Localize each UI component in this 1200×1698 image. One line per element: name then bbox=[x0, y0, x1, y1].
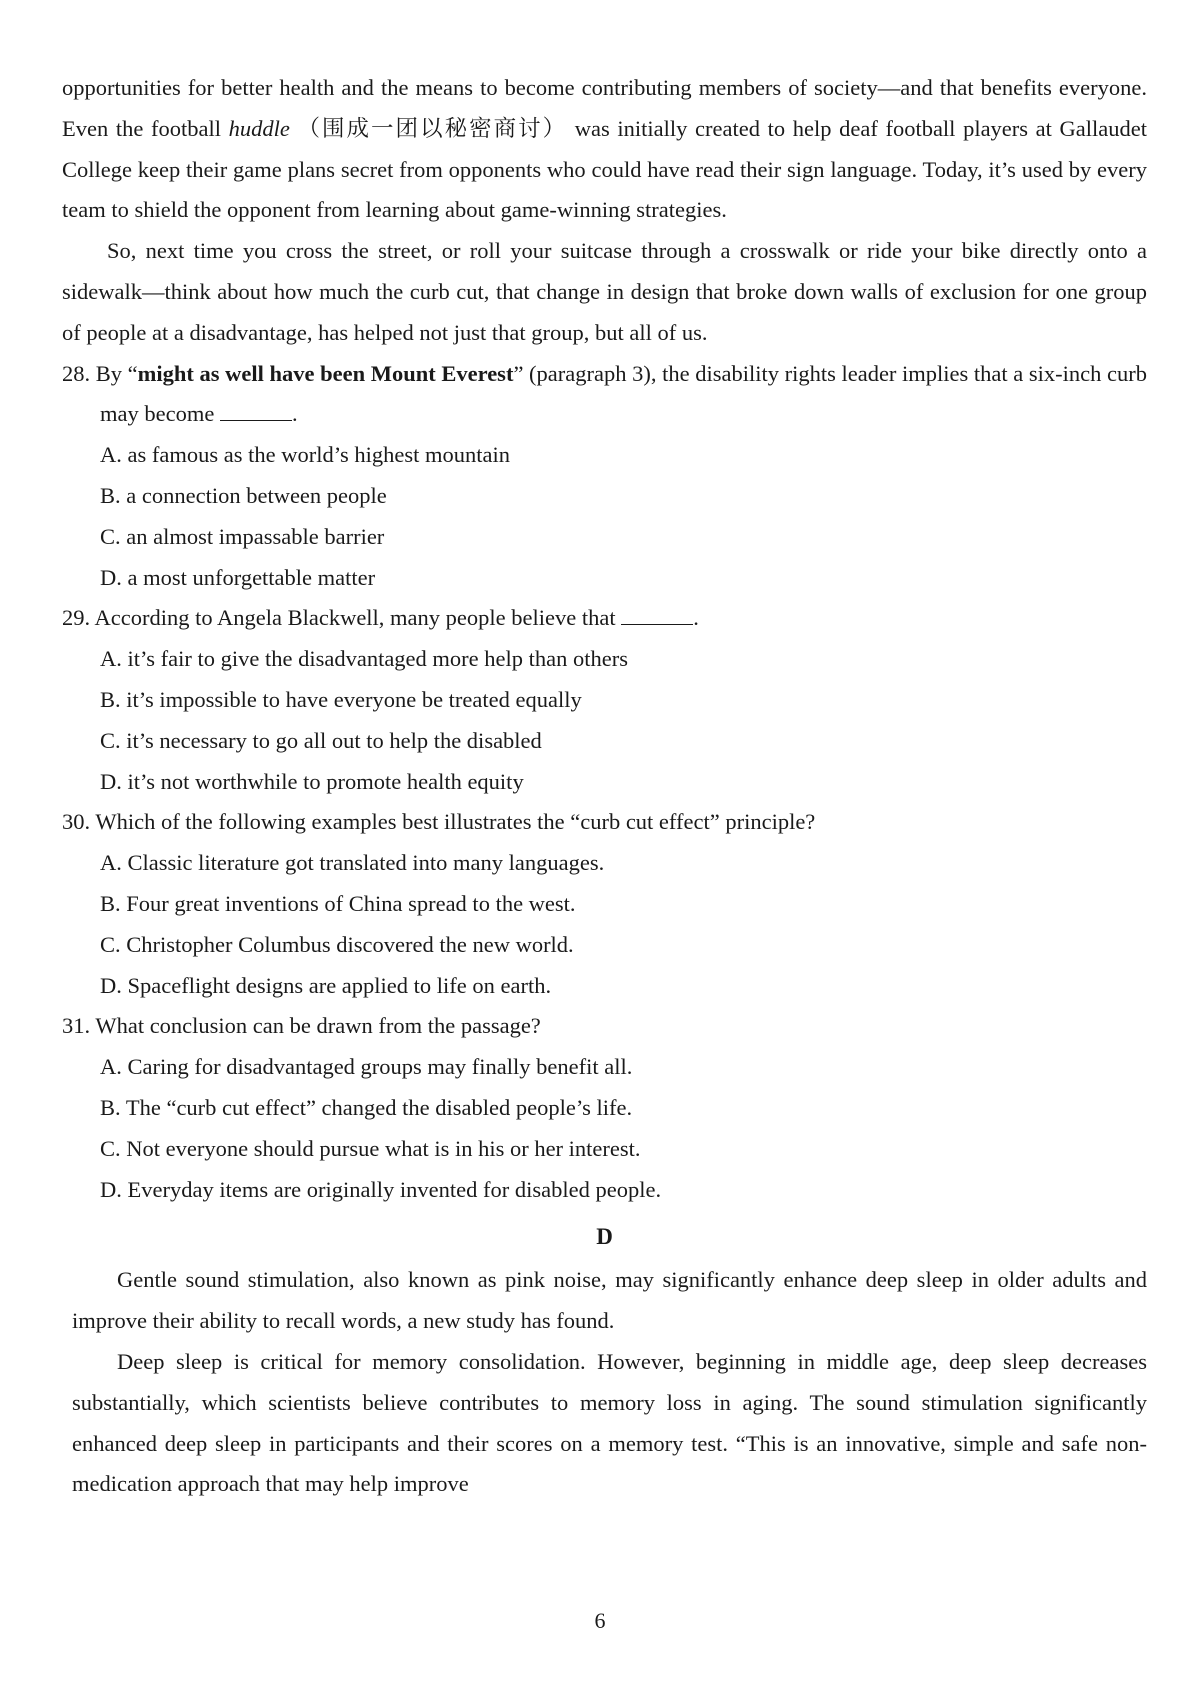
question-number: 28. bbox=[62, 360, 91, 386]
answer-blank bbox=[621, 606, 693, 625]
answer-blank bbox=[220, 402, 292, 421]
passage-paragraph: Gentle sound stimulation, also known as pink noise, may significantly enhance deep sleep in older adults and improve their ability to recall words, a new study has found. bbox=[72, 1267, 1147, 1334]
chinese-gloss: （围成一团以秘密商讨） bbox=[297, 115, 568, 141]
question-stem bbox=[62, 598, 1147, 639]
passage-d bbox=[72, 1260, 1147, 1505]
question-29 bbox=[62, 598, 1147, 802]
stem-end: . bbox=[693, 605, 699, 631]
option-c: C. Christopher Columbus discovered the new world. bbox=[100, 931, 574, 957]
option-a: A. Classic literature got translated into many languages. bbox=[100, 850, 605, 876]
option-d: D. a most unforgettable matter bbox=[100, 564, 376, 590]
option-d: D. Everyday items are originally invented for disabled people. bbox=[100, 1176, 662, 1202]
paragraph-text: opportunities for better health and the means to become contributing members of society—and that benefits everyone. Even the football bbox=[62, 75, 1147, 141]
question-stem bbox=[62, 354, 1147, 436]
question-30 bbox=[62, 802, 1147, 1006]
passage-paragraph: Deep sleep is critical for memory consolidation. However, beginning in middle age, deep sleep decreases substantially, which scientists believe contributes to memory loss in aging. The sound stimulation significantly enhanced deep sleep in participants and their scores on a memory test. “This is an innovative, simple and safe non-medication approach that may help improve bbox=[72, 1348, 1147, 1497]
stem-text: According to Angela Blackwell, many people believe that bbox=[94, 605, 616, 631]
page-number: 6 bbox=[594, 1608, 606, 1633]
paragraph-text: was initially created to help deaf football players at Gallaudet College keep their game plans secret from opponents who could have read their sign language. Today, it’s used by every team to shield the opponent from learning about game-winning strategies. bbox=[62, 115, 1148, 223]
question-28 bbox=[62, 354, 1147, 599]
option-d: D. Spaceflight designs are applied to life on earth. bbox=[100, 972, 552, 998]
stem-text: Which of the following examples best illustrates the “curb cut effect” principle? bbox=[95, 809, 816, 835]
option-c: C. Not everyone should pursue what is in his or her interest. bbox=[100, 1135, 641, 1161]
stem-text: What conclusion can be drawn from the passage? bbox=[95, 1013, 541, 1039]
option-d: D. it’s not worthwhile to promote health equity bbox=[100, 768, 524, 794]
option-a: A. as famous as the world’s highest mountain bbox=[100, 442, 510, 468]
question-31 bbox=[62, 1006, 1147, 1210]
question-stem bbox=[62, 1006, 1147, 1047]
question-number: 31. bbox=[62, 1013, 91, 1039]
option-b: B. a connection between people bbox=[100, 482, 387, 508]
paragraph-continued bbox=[62, 68, 1147, 231]
stem-end: . bbox=[291, 401, 298, 427]
option-c: C. it’s necessary to go all out to help the disabled bbox=[100, 727, 542, 753]
stem-text: By “ bbox=[95, 360, 138, 386]
quoted-phrase: might as well have been Mount Everest bbox=[137, 360, 514, 386]
option-b: B. The “curb cut effect” changed the disabled people’s life. bbox=[100, 1094, 633, 1120]
page-content bbox=[62, 68, 1147, 1505]
question-stem bbox=[62, 802, 1147, 843]
option-a: A. it’s fair to give the disadvantaged more help than others bbox=[100, 646, 628, 672]
option-b: B. it’s impossible to have everyone be treated equally bbox=[100, 686, 582, 712]
italic-term: huddle bbox=[228, 115, 290, 141]
option-b: B. Four great inventions of China spread to the west. bbox=[100, 890, 576, 916]
option-c: C. an almost impassable barrier bbox=[100, 523, 385, 549]
question-number: 29. bbox=[62, 605, 91, 631]
stem-text: ” (paragraph 3), the disability rights leader implies that a six-inch curb may become bbox=[100, 360, 1147, 427]
option-a: A. Caring for disadvantaged groups may finally benefit all. bbox=[100, 1054, 633, 1080]
paragraph-closing: So, next time you cross the street, or roll your suitcase through a crosswalk or ride your bike directly onto a sidewalk—think about how much the curb cut, that change in design that broke down walls of exclusion for one group of people at a disadvantage, has helped not just that group, but all of us. bbox=[62, 238, 1147, 345]
section-heading: D bbox=[596, 1224, 613, 1250]
question-number: 30. bbox=[62, 809, 91, 835]
